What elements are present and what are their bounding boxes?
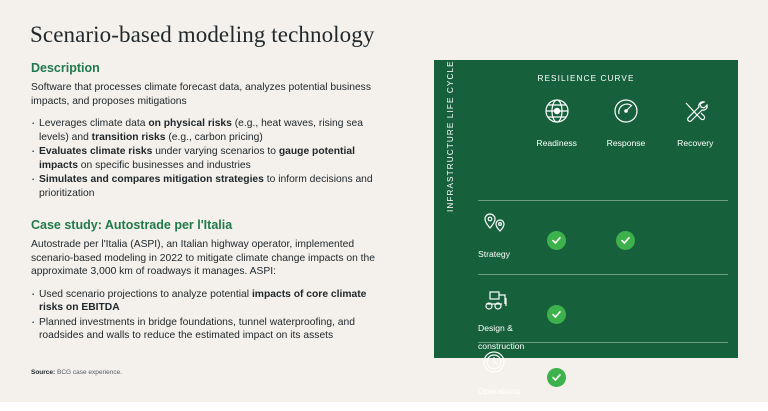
description-bullet-list — [31, 117, 381, 200]
matrix-cell-empty — [659, 280, 728, 348]
matrix-column-label: Recovery — [677, 138, 714, 148]
matrix-cell-empty — [591, 280, 660, 348]
matrix-row-design-construction — [478, 280, 728, 351]
matrix-cell — [522, 343, 591, 411]
matrix-column-readiness — [522, 94, 591, 151]
description-intro: Software that processes climate forecast data, analyzes potential business impacts, and proposes mitigations — [31, 82, 371, 107]
case-study-block — [31, 218, 381, 343]
tools-icon — [661, 94, 730, 128]
matrix-divider — [478, 274, 728, 275]
matrix-column-recovery — [661, 94, 730, 151]
list-item: · Evaluates climate risks under varying scenarios to gauge potential impacts on specific businesses and industries — [31, 145, 381, 172]
check-icon — [616, 231, 635, 250]
list-item: · Simulates and compares mitigation strategies to inform decisions and prioritization — [31, 173, 381, 200]
case-study-bullet-list — [31, 288, 381, 343]
globe-target-icon — [522, 94, 591, 128]
list-item: · Used scenario projections to analyze potential impacts of core climate risks on EBITDA — [31, 288, 381, 315]
matrix-divider — [478, 200, 728, 201]
description-heading: Description — [31, 61, 100, 75]
check-icon — [547, 231, 566, 250]
case-study-intro: Autostrade per l'Italia (ASPI), an Italian highway operator, implemented scenario-based modeling in 2022 to mitigate climate change impacts on the approximate 3,000 km of roadways it manages. ASPI: — [31, 239, 376, 277]
matrix-row-cells — [522, 280, 728, 348]
matrix-cell — [522, 206, 591, 274]
matrix-row-label: Operations — [478, 386, 521, 396]
matrix-row-operations — [478, 343, 728, 411]
list-item: · Planned investments in bridge foundations, tunnel waterproofing, and roadsides and walls to reduce the estimated impact on its assets — [31, 316, 381, 343]
matrix-column-label: Readiness — [536, 138, 577, 148]
matrix-row-strategy — [478, 206, 728, 274]
matrix-row-axis-label: INFRASTRUCTURE LIFE CYCLE — [446, 60, 455, 212]
matrix-row-cells — [522, 206, 728, 274]
matrix-cell-empty — [591, 343, 660, 411]
matrix-column-headers — [522, 94, 730, 151]
left-content-column — [31, 61, 381, 344]
matrix-row-label: Strategy — [478, 249, 511, 259]
matrix-column-label: Response — [606, 138, 646, 148]
matrix-title: RESILIENCE CURVE — [537, 74, 635, 83]
list-item: · Leverages climate data on physical risks (e.g., heat waves, rising sea levels) and transition risks (e.g., carbon pricing) — [31, 117, 381, 144]
matrix-cell-empty — [659, 206, 728, 274]
matrix-cell-empty — [659, 343, 728, 411]
speed-gauge-icon — [591, 94, 660, 128]
check-icon — [547, 305, 566, 324]
source-note — [31, 369, 122, 376]
source-label: Source: — [31, 369, 56, 376]
matrix-row-label: Design & construction — [478, 323, 525, 351]
resilience-matrix-panel — [434, 60, 738, 396]
source-text: BCG case experience. — [55, 369, 123, 376]
check-icon — [547, 368, 566, 387]
matrix-row-cells — [522, 343, 728, 411]
matrix-cell — [522, 280, 591, 348]
case-study-heading: Case study: Autostrade per l'Italia — [31, 218, 233, 232]
page-title: Scenario-based modeling technology — [30, 22, 375, 47]
matrix-column-response — [591, 94, 660, 151]
matrix-cell — [591, 206, 660, 274]
